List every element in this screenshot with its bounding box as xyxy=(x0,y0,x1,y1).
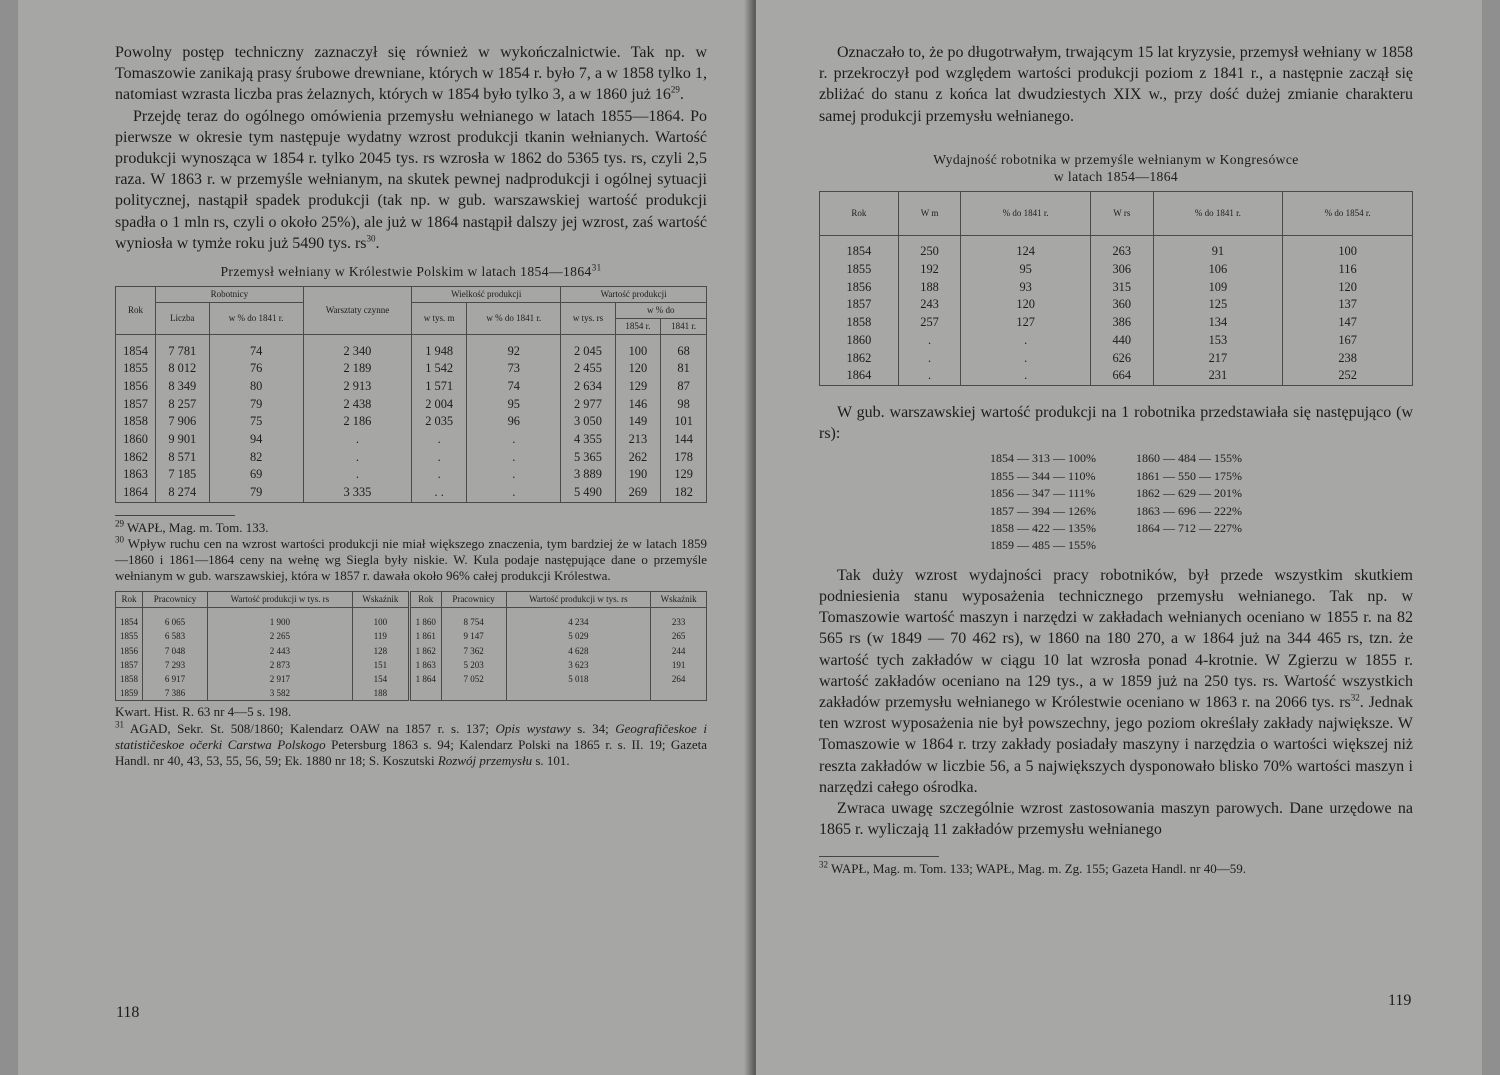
table-cell: 8 257 xyxy=(156,396,210,414)
table-cell: . xyxy=(412,466,467,484)
table-row xyxy=(820,261,1413,279)
table-cell: . xyxy=(412,431,467,449)
table-row xyxy=(116,343,707,361)
table-cell: . xyxy=(303,466,411,484)
table-cell: 7 185 xyxy=(156,466,210,484)
table-cell: 7 052 xyxy=(441,672,506,686)
table-cell: 1855 xyxy=(820,261,899,279)
table-cell: 5 490 xyxy=(561,484,615,502)
table-cell: 128 xyxy=(352,644,409,658)
table-cell: 269 xyxy=(615,484,661,502)
table-cell: 250 xyxy=(898,243,960,261)
wool-industry-table xyxy=(115,286,707,503)
table-cell: 1854 xyxy=(116,343,156,361)
table-cell: . xyxy=(961,367,1091,385)
worker-productivity-table xyxy=(819,191,1413,386)
table-2-header-cell: W rs xyxy=(1091,191,1153,235)
header-proc1841: w % do 1841 r. xyxy=(209,303,303,335)
table-cell: . xyxy=(467,484,561,502)
table-cell: 257 xyxy=(898,314,960,332)
table-cell: 2 977 xyxy=(561,396,615,414)
table-2-body xyxy=(820,235,1413,385)
table-row xyxy=(820,296,1413,314)
table-cell: 1856 xyxy=(116,644,143,658)
table-cell: 1 864 xyxy=(409,672,441,686)
table-cell: 1 860 xyxy=(409,615,441,629)
table-cell: 127 xyxy=(961,314,1091,332)
table-cell: 1 900 xyxy=(208,615,353,629)
table-cell: 2 045 xyxy=(561,343,615,361)
table-cell: 626 xyxy=(1091,350,1153,368)
table-cell: 82 xyxy=(209,449,303,467)
table-row xyxy=(116,378,707,396)
header-wskaznik-b: Wskaźnik xyxy=(651,591,707,607)
table-cell: 93 xyxy=(961,279,1091,297)
series-left xyxy=(990,450,1096,554)
table-cell: 116 xyxy=(1283,261,1413,279)
table-row xyxy=(116,431,707,449)
table-cell: 1 571 xyxy=(412,378,467,396)
series-line: 1864 — 712 — 227% xyxy=(1136,520,1242,535)
table-cell: 252 xyxy=(1283,367,1413,385)
series-line: 1861 — 550 — 175% xyxy=(1136,468,1242,483)
table-cell: 106 xyxy=(1153,261,1283,279)
table-cell: 238 xyxy=(1283,350,1413,368)
table-cell: 144 xyxy=(661,431,707,449)
table-cell: 244 xyxy=(651,644,707,658)
table-cell: 76 xyxy=(209,360,303,378)
table-cell: 79 xyxy=(209,396,303,414)
table-cell: 1863 xyxy=(116,466,156,484)
table-cell: 73 xyxy=(467,360,561,378)
table-2-header-cell: % do 1841 r. xyxy=(1153,191,1283,235)
paragraph-r1: Oznaczało to, że po długotrwałym, trwającym 15 lat kryzysie, przemysł wełniany w 1858 r. przekroczył pod względem wartości produkcji poziom z 1841 r., a następnie zaczął się zbliżać do stanu z końca lat dwudziestych XIX w., przy dość dużej zmianie charakteru samej produkcji przemysłu wełnianego. xyxy=(819,44,1413,125)
table-cell: 8 754 xyxy=(441,615,506,629)
header-wartosc-a: Wartość produkcji w tys. rs xyxy=(208,591,353,607)
table-cell: 2 455 xyxy=(561,360,615,378)
table-cell: 129 xyxy=(661,466,707,484)
table-cell: 125 xyxy=(1153,296,1283,314)
table-cell: 1857 xyxy=(116,396,156,414)
table-row xyxy=(116,672,707,686)
table-row xyxy=(116,644,707,658)
table-cell: 120 xyxy=(961,296,1091,314)
table-cell: 1864 xyxy=(116,484,156,502)
table-cell: . xyxy=(467,466,561,484)
table-cell: 264 xyxy=(651,672,707,686)
table-cell: 4 355 xyxy=(561,431,615,449)
per-worker-series xyxy=(819,450,1413,554)
table-cell: 315 xyxy=(1091,279,1153,297)
table-cell: 191 xyxy=(651,658,707,672)
table-cell: . xyxy=(467,449,561,467)
table-cell: 190 xyxy=(615,466,661,484)
table-cell: 5 029 xyxy=(506,629,651,643)
table-cell: 1854 xyxy=(820,243,899,261)
table-cell: 80 xyxy=(209,378,303,396)
table-cell: 3 335 xyxy=(303,484,411,502)
table-cell: 98 xyxy=(661,396,707,414)
table-cell: 6 065 xyxy=(143,615,208,629)
table-cell: 68 xyxy=(661,343,707,361)
table-cell: 120 xyxy=(615,360,661,378)
table-cell xyxy=(506,686,651,701)
series-line: 1856 — 347 — 111% xyxy=(990,486,1096,501)
table-cell: . xyxy=(467,431,561,449)
table-cell: 3 582 xyxy=(208,686,353,701)
table-row xyxy=(116,396,707,414)
table-2-header-cell: W m xyxy=(898,191,960,235)
table-cell: 95 xyxy=(467,396,561,414)
table-cell: 87 xyxy=(661,378,707,396)
table-cell: 1862 xyxy=(820,350,899,368)
table-cell: 2 634 xyxy=(561,378,615,396)
footnote-32: $^{32}$ WAPŁ, Mag. m. Tom. 133; WAPŁ, Mag. m. Zg. 155; Gazeta Handl. nr 40—59. xyxy=(819,860,1246,877)
table-cell: . xyxy=(898,367,960,385)
footnote-30-continued: Kwart. Hist. R. 63 nr 4—5 s. 198. xyxy=(115,704,292,720)
header-wartosc-b: Wartość produkcji w tys. rs xyxy=(506,591,651,607)
table-cell: 231 xyxy=(1153,367,1283,385)
table-cell: 2 917 xyxy=(208,672,353,686)
left-page xyxy=(18,0,756,1075)
table-cell: 1860 xyxy=(116,431,156,449)
warsaw-gub-table xyxy=(115,591,707,702)
table-cell: 233 xyxy=(651,615,707,629)
table-cell: 96 xyxy=(467,413,561,431)
table-cell: 2 004 xyxy=(412,396,467,414)
table-row xyxy=(116,615,707,629)
table-cell: 151 xyxy=(352,658,409,672)
table-cell: 75 xyxy=(209,413,303,431)
table-cell: 2 186 xyxy=(303,413,411,431)
table-cell: 7 048 xyxy=(143,644,208,658)
table-cell: 2 913 xyxy=(303,378,411,396)
table-cell: . xyxy=(961,350,1091,368)
table-cell: 100 xyxy=(352,615,409,629)
header-wielkosc: Wielkość produkcji xyxy=(412,287,561,303)
table-row xyxy=(820,314,1413,332)
table-cell: 9 147 xyxy=(441,629,506,643)
table-cell: 3 050 xyxy=(561,413,615,431)
table-cell: 101 xyxy=(661,413,707,431)
table-cell: 306 xyxy=(1091,261,1153,279)
table-cell: 8 349 xyxy=(156,378,210,396)
table-cell: 1857 xyxy=(116,658,143,672)
table-cell: 69 xyxy=(209,466,303,484)
table-cell: 1 863 xyxy=(409,658,441,672)
table-cell: 7 362 xyxy=(441,644,506,658)
table-cell: 119 xyxy=(352,629,409,643)
table-cell: 5 203 xyxy=(441,658,506,672)
table-cell: . xyxy=(303,449,411,467)
header-1854: 1854 r. xyxy=(615,319,661,335)
series-right xyxy=(1136,450,1242,554)
table-cell: 1862 xyxy=(116,449,156,467)
table-cell: 360 xyxy=(1091,296,1153,314)
table-2-header-cell: Rok xyxy=(820,191,899,235)
paragraph-2: Przejdę teraz do ogólnego omówienia przemysłu wełnianego w latach 1855—1864. Po pierwsze w okresie tym następuje wydatny wzrost produkcji tkanin wełnianych. Wartość produkcji wynosząca w 1854 r. tylko 2045 tys. rs wzrosła w 1862 do 5365 tys. rs, czyli 2,5 raza. W 1863 r. w przemyśle wełnianym, na skutek pewnej nadprodukcji i ogólnej sytuacji politycznej, nastąpił spadek produkcji (tak np. w gub. warszawskiej wartość produkcji spadła o 1 mln rs, czyli o około 25%), ale już w 1864 nastąpił dalszy jej wzrost, zaś wartość wyniosła w tymże roku już 5490 tys. $rs^{30}$. xyxy=(115,107,707,252)
table-cell: 1858 xyxy=(116,413,156,431)
header-wproc: w % do xyxy=(615,303,706,319)
table-row xyxy=(820,279,1413,297)
table-2-header xyxy=(820,191,1413,235)
table-cell: 167 xyxy=(1283,332,1413,350)
footnote-ref-31[interactable]: 31 xyxy=(591,262,602,273)
table-cell: 664 xyxy=(1091,367,1153,385)
table-2-header-cell: % do 1841 r. xyxy=(961,191,1091,235)
table-cell: 1 862 xyxy=(409,644,441,658)
series-line: 1860 — 484 — 155% xyxy=(1136,451,1242,466)
table-cell: 2 340 xyxy=(303,343,411,361)
table-cell: 386 xyxy=(1091,314,1153,332)
header-pracownicy-b: Pracownicy xyxy=(441,591,506,607)
table-cell: 1 542 xyxy=(412,360,467,378)
footnote-29: $^{29}$ WAPŁ, Mag. m. Tom. 133. xyxy=(115,518,269,535)
table-cell: 188 xyxy=(898,279,960,297)
table-1-caption: Przemysł wełniany w Królestwie Polskim w latach 1854—1864$^{31}$ xyxy=(220,262,602,280)
table-cell: 5 018 xyxy=(506,672,651,686)
page-number-right: 119 xyxy=(1388,992,1412,1009)
table-cell: 217 xyxy=(1153,350,1283,368)
table-cell: 2 873 xyxy=(208,658,353,672)
table-cell: 1 948 xyxy=(412,343,467,361)
table-cell: 9 901 xyxy=(156,431,210,449)
table-2-header-cell: % do 1854 r. xyxy=(1283,191,1413,235)
table-cell: . xyxy=(898,332,960,350)
table-cell: 109 xyxy=(1153,279,1283,297)
table-cell: 3 889 xyxy=(561,466,615,484)
header-1841: 1841 r. xyxy=(661,319,707,335)
table-cell: 100 xyxy=(1283,243,1413,261)
table-cell: 8 571 xyxy=(156,449,210,467)
table-row xyxy=(820,350,1413,368)
table-cell: 1855 xyxy=(116,629,143,643)
header-rok: Rok xyxy=(116,287,156,335)
header-pracownicy-a: Pracownicy xyxy=(143,591,208,607)
table-cell: 4 628 xyxy=(506,644,651,658)
table-cell: 74 xyxy=(467,378,561,396)
table-cell: 134 xyxy=(1153,314,1283,332)
table-cell: . xyxy=(412,449,467,467)
footnote-ref-30[interactable]: 30 xyxy=(366,233,376,244)
header-rok-a: Rok xyxy=(116,591,143,607)
table-row xyxy=(116,413,707,431)
paragraph-r4: Zwraca uwagę szczególnie wzrost zastosowania maszyn parowych. Dane urzędowe na 1865 r. wyliczają 11 zakładów przemysłu wełnianego xyxy=(819,800,1413,839)
table-cell: 7 293 xyxy=(143,658,208,672)
table-cell: 74 xyxy=(209,343,303,361)
table-row xyxy=(820,367,1413,385)
paragraph-r2: W gub. warszawskiej wartość produkcji na 1 robotnika przedstawiała się następująco (w rs): xyxy=(819,403,1413,443)
table-cell: 6 583 xyxy=(143,629,208,643)
table-cell: 2 189 xyxy=(303,360,411,378)
table-cell: 81 xyxy=(661,360,707,378)
table-cell: 91 xyxy=(1153,243,1283,261)
table-row xyxy=(116,466,707,484)
table-3-body xyxy=(116,607,707,701)
table-2-caption: Wydajność robotnika w przemyśle wełnianym w Kongresówce w latach 1854—1864 xyxy=(933,151,1299,184)
table-row xyxy=(820,243,1413,261)
table-cell: 1856 xyxy=(820,279,899,297)
series-line: 1859 — 485 — 155% xyxy=(990,538,1096,553)
table-cell: 153 xyxy=(1153,332,1283,350)
table-cell: . . xyxy=(412,484,467,502)
table-cell: 1859 xyxy=(116,686,143,701)
footnote-divider-right xyxy=(819,856,939,857)
table-cell: 120 xyxy=(1283,279,1413,297)
table-cell: 2 265 xyxy=(208,629,353,643)
header-rok-b: Rok xyxy=(409,591,441,607)
header-wskaznik-a: Wskaźnik xyxy=(352,591,409,607)
table-cell: 213 xyxy=(615,431,661,449)
table-cell: 440 xyxy=(1091,332,1153,350)
series-line: 1857 — 394 — 126% xyxy=(990,503,1096,518)
header-wartosc: Wartość produkcji xyxy=(561,287,707,303)
table-cell: 7 781 xyxy=(156,343,210,361)
table-cell: 5 365 xyxy=(561,449,615,467)
table-cell: 8 274 xyxy=(156,484,210,502)
table-row xyxy=(116,449,707,467)
table-row xyxy=(116,484,707,502)
table-cell: 1860 xyxy=(820,332,899,350)
table-cell: 1858 xyxy=(116,672,143,686)
table-row xyxy=(820,332,1413,350)
footnote-ref-32[interactable]: 32 xyxy=(1350,692,1360,703)
table-row xyxy=(116,686,707,701)
table-cell: 265 xyxy=(651,629,707,643)
footnote-divider xyxy=(115,515,235,516)
table-cell: 3 623 xyxy=(506,658,651,672)
table-cell: 1864 xyxy=(820,367,899,385)
table-cell: 146 xyxy=(615,396,661,414)
page-number-left: 118 xyxy=(116,1004,140,1021)
table-cell: 124 xyxy=(961,243,1091,261)
table-row xyxy=(116,658,707,672)
table-cell: 1858 xyxy=(820,314,899,332)
table-cell: . xyxy=(961,332,1091,350)
table-cell: 95 xyxy=(961,261,1091,279)
series-line: 1858 — 422 — 135% xyxy=(990,520,1096,535)
table-cell: 154 xyxy=(352,672,409,686)
table-cell: 182 xyxy=(661,484,707,502)
series-line: 1854 — 313 — 100% xyxy=(990,451,1096,466)
table-cell: 137 xyxy=(1283,296,1413,314)
paragraph-1: Powolny postęp techniczny zaznaczył się również w wykończalnictwie. Tak np. w Tomaszowie zanikają prasy śrubowe drewniane, których w 1854 r. było 7, a w 1858 tylko 1, natomiast wzrasta liczba pras żelaznych, których w 1854 było tylko 3, a w 1860 już $16^{29}$. xyxy=(115,44,707,104)
table-cell: 1855 xyxy=(116,360,156,378)
footnote-31: $^{31}$ AGAD, Sekr. St. 508/1860; Kalendarz OAW na 1857 r. s. 137; Opis wystawy s. 34; Geografičeskoe i statističeskoe očerki Carstwa Polskogo Petersburg 1863 s. 94; Kalendarz Polski na 1865 r. s. II. 19; Gazeta Handl. nr 40, 43, 53, 55, 56, 59; Ek. 1880 nr 18; S. Koszutski Rozwój przemysłu s. 101. xyxy=(115,719,707,768)
footnote-30: $^{30}$ Wpływ ruchu cen na wzrost wartości produkcji nie miał większego znaczenia, tym bardziej że w latach 1859—1860 i 1861—1864 ceny na wełnę wg Siegla były niskie. W. Kula podaje następujące dane o przemyśle wełnianym w gub. warszawskiej, która w 1857 r. dawała około 96% całej produkcji Królestwa. xyxy=(115,534,708,584)
header-warsztaty: Warsztaty czynne xyxy=(303,287,411,335)
table-cell xyxy=(441,686,506,701)
table-row xyxy=(116,629,707,643)
table-cell: 243 xyxy=(898,296,960,314)
table-cell: 100 xyxy=(615,343,661,361)
right-page xyxy=(756,0,1482,1075)
series-line: 1862 — 629 — 201% xyxy=(1136,486,1242,501)
table-1-body xyxy=(116,335,707,503)
table-cell: 2 035 xyxy=(412,413,467,431)
table-cell: 263 xyxy=(1091,243,1153,261)
table-cell: 7 906 xyxy=(156,413,210,431)
header-wtysm: w tys. m xyxy=(412,303,467,335)
series-line: 1855 — 344 — 110% xyxy=(990,468,1096,483)
table-cell: 149 xyxy=(615,413,661,431)
table-cell: 6 917 xyxy=(143,672,208,686)
table-cell xyxy=(409,686,441,701)
footnote-ref-29[interactable]: 29 xyxy=(670,85,680,96)
table-cell: 1856 xyxy=(116,378,156,396)
right-text-column xyxy=(819,42,1413,878)
table-cell: 79 xyxy=(209,484,303,502)
header-wtysrs: w tys. rs xyxy=(561,303,615,335)
table-cell: 262 xyxy=(615,449,661,467)
header-wproc1841: w % do 1841 r. xyxy=(467,303,561,335)
left-text-column xyxy=(115,42,707,769)
table-cell: 1857 xyxy=(820,296,899,314)
table-cell: . xyxy=(303,431,411,449)
table-cell: 94 xyxy=(209,431,303,449)
table-cell: 1854 xyxy=(116,615,143,629)
table-cell: 2 443 xyxy=(208,644,353,658)
table-cell: 4 234 xyxy=(506,615,651,629)
table-cell xyxy=(651,686,707,701)
table-cell: 2 438 xyxy=(303,396,411,414)
table-cell: 7 386 xyxy=(143,686,208,701)
series-line: 1863 — 696 — 222% xyxy=(1136,503,1242,518)
header-liczba: Liczba xyxy=(156,303,210,335)
table-cell: 178 xyxy=(661,449,707,467)
table-cell: 129 xyxy=(615,378,661,396)
table-cell: 8 012 xyxy=(156,360,210,378)
table-cell: 192 xyxy=(898,261,960,279)
table-cell: 92 xyxy=(467,343,561,361)
table-cell: 1 861 xyxy=(409,629,441,643)
table-cell: 188 xyxy=(352,686,409,701)
paragraph-r3: Tak duży wzrost wydajności pracy robotników, był przede wszystkim skutkiem podniesienia stanu wyposażenia technicznego przemysłu wełnianego. Tak np. w Tomaszowie wartość maszyn i narzędzi w zakładach wełnianych oceniano w 1855 r. na 82 565 rs (w 1849 — 70 462 rs), w 1860 na 180 270, a w 1864 już na 344 465 rs, tzn. że wartość tych zakładów w ciągu 10 lat wzrosła ponad 4-krotnie. W Zgierzu w 1855 r. wartość zakładów oceniano na 129 tys., a w 1859 już na 250 tys. rs. Wartość wszystkich zakładów przemysłu wełnianego w Królestwie oceniano w 1863 r. na 2066 tys. $rs^{32}$. Jednak ten wzrost wyposażenia nie był powszechny, jego poziom określały zakłady największe. W Tomaszowie w 1864 r. trzy zakłady posiadały maszyny i narzędzia o wartości większej niż reszta zakładów w liczbie 56, a 5 największych dysponowało blisko 70% wartości maszyn i narzędzi całego ośrodka. xyxy=(819,566,1413,796)
header-robotnicy: Robotnicy xyxy=(156,287,304,303)
table-row xyxy=(116,360,707,378)
table-cell: 147 xyxy=(1283,314,1413,332)
table-cell: . xyxy=(898,350,960,368)
